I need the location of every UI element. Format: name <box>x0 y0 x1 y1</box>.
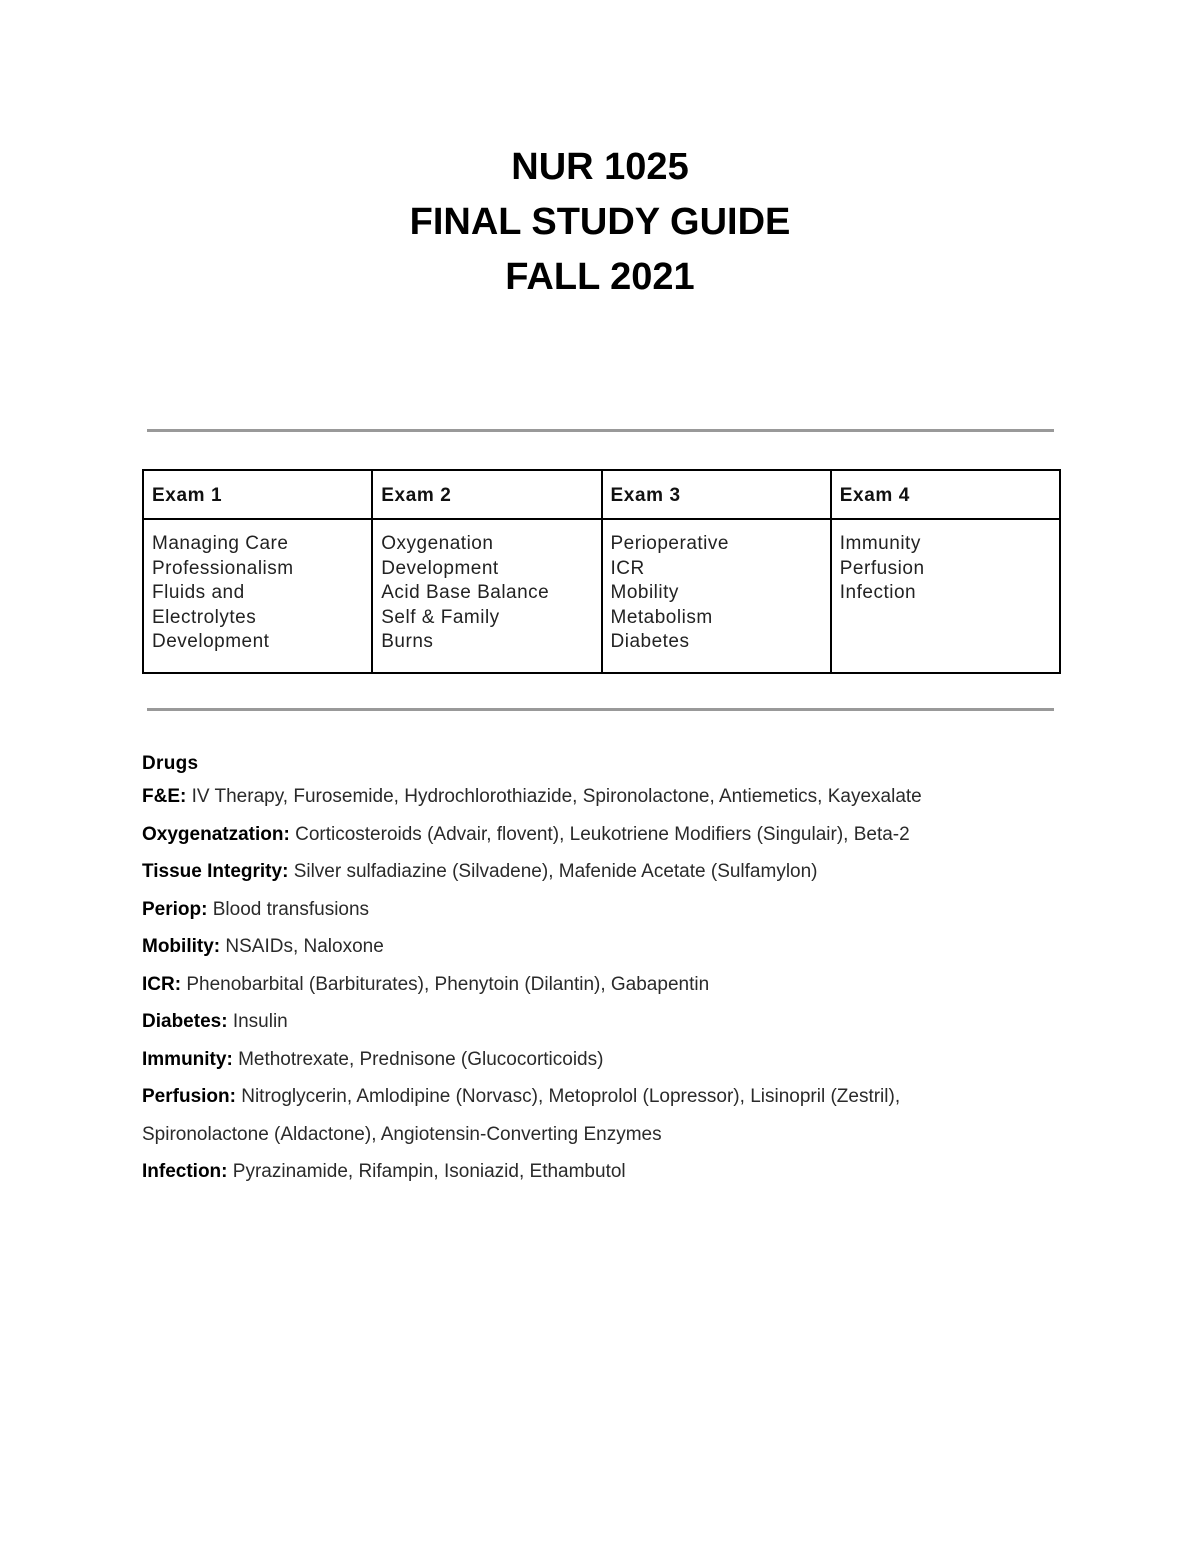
divider-bottom <box>147 708 1054 711</box>
drug-category-label: ICR: <box>142 973 182 995</box>
drug-entry <box>142 1153 1072 1191</box>
drug-list: Phenobarbital (Barbiturates), Phenytoin (Dilantin), Gabapentin <box>186 973 710 995</box>
drug-entry <box>142 853 1072 891</box>
drug-list: Corticosteroids (Advair, flovent), Leukotriene Modifiers (Singulair), Beta-2 <box>295 823 910 845</box>
drugs-heading: Drugs <box>142 753 199 774</box>
drug-entry <box>142 1078 1072 1116</box>
exam-topic: Perfusion <box>839 557 925 579</box>
drug-category-label: Mobility: <box>142 936 221 957</box>
exam-topic: Fluids and <box>152 582 245 604</box>
exam-topics-cell <box>143 519 372 673</box>
drug-category-label: F&E: <box>142 786 187 807</box>
drug-entry <box>142 1003 1072 1041</box>
exam-table <box>142 469 1061 674</box>
drug-list: Silver sulfadiazine (Silvadene), Mafenide Acetate (Sulfamylon) <box>293 861 818 882</box>
drug-category-label: Infection: <box>142 1161 228 1182</box>
drug-category-label: Perfusion: <box>142 1086 236 1107</box>
document-title <box>0 140 1200 305</box>
exam-topic: Electrolytes <box>152 606 257 628</box>
exam-topic: Development <box>152 631 270 653</box>
exam-topic: Development <box>381 557 499 579</box>
exam-header-row <box>143 470 1060 519</box>
drug-entry <box>142 966 1072 1004</box>
exam-topic: Diabetes <box>610 631 690 653</box>
drug-entry <box>142 778 1072 816</box>
drug-entry-continued <box>142 1116 1072 1154</box>
exam-topics-cell <box>602 519 831 673</box>
drug-category-label: Oxygenatzation: <box>142 823 290 845</box>
drug-entry <box>142 928 1072 966</box>
drug-list: Nitroglycerin, Amlodipine (Norvasc), Metoprolol (Lopressor), Lisinopril (Zestril), <box>241 1086 901 1107</box>
drug-category-label: Diabetes: <box>142 1011 228 1032</box>
drug-list: IV Therapy, Furosemide, Hydrochlorothiazide, Spironolactone, Antiemetics, Kayexalate <box>191 786 922 807</box>
exam-topic: Self & Family <box>381 606 500 628</box>
guide-title: FINAL STUDY GUIDE <box>409 201 791 243</box>
drug-list: Blood transfusions <box>212 898 370 920</box>
drug-entry <box>142 816 1072 854</box>
drug-list: Methotrexate, Prednisone (Glucocorticoids) <box>238 1048 604 1070</box>
exam-topics-cell <box>372 519 601 673</box>
exam-heading: Exam 2 <box>372 470 601 519</box>
exam-heading: Exam 4 <box>831 470 1060 519</box>
drug-list: Insulin <box>232 1011 288 1032</box>
exam-topic: Mobility <box>610 582 679 604</box>
exam-heading: Exam 1 <box>143 470 372 519</box>
drugs-section <box>142 750 1072 1191</box>
exam-topic: Managing Care <box>152 533 289 554</box>
drug-category-label: Periop: <box>142 898 208 920</box>
exam-topic: Acid Base Balance <box>381 582 550 604</box>
exam-topic: Oxygenation <box>381 533 494 554</box>
divider-top <box>147 429 1054 432</box>
drug-category-label: Tissue Integrity: <box>142 861 289 882</box>
drug-list: NSAIDs, Naloxone <box>225 936 384 957</box>
exam-topic: Infection <box>839 582 917 604</box>
drug-category-label: Immunity: <box>142 1048 233 1070</box>
term: FALL 2021 <box>505 256 695 298</box>
drug-entry <box>142 1041 1072 1079</box>
exam-heading: Exam 3 <box>602 470 831 519</box>
exam-topic: Burns <box>381 631 434 653</box>
exam-topic: Metabolism <box>610 606 713 628</box>
exam-topic: Perioperative <box>610 533 729 554</box>
drug-entry <box>142 891 1072 929</box>
exam-topics-cell <box>831 519 1060 673</box>
drug-list: Spironolactone (Aldactone), Angiotensin-Converting Enzymes <box>142 1123 662 1145</box>
exam-topic: Immunity <box>839 533 921 554</box>
exam-topics-row <box>143 519 1060 673</box>
exam-topic: Professionalism <box>152 557 294 579</box>
course-code: NUR 1025 <box>511 146 689 188</box>
drug-list: Pyrazinamide, Rifampin, Isoniazid, Ethambutol <box>232 1161 626 1182</box>
exam-topic: ICR <box>610 557 645 579</box>
